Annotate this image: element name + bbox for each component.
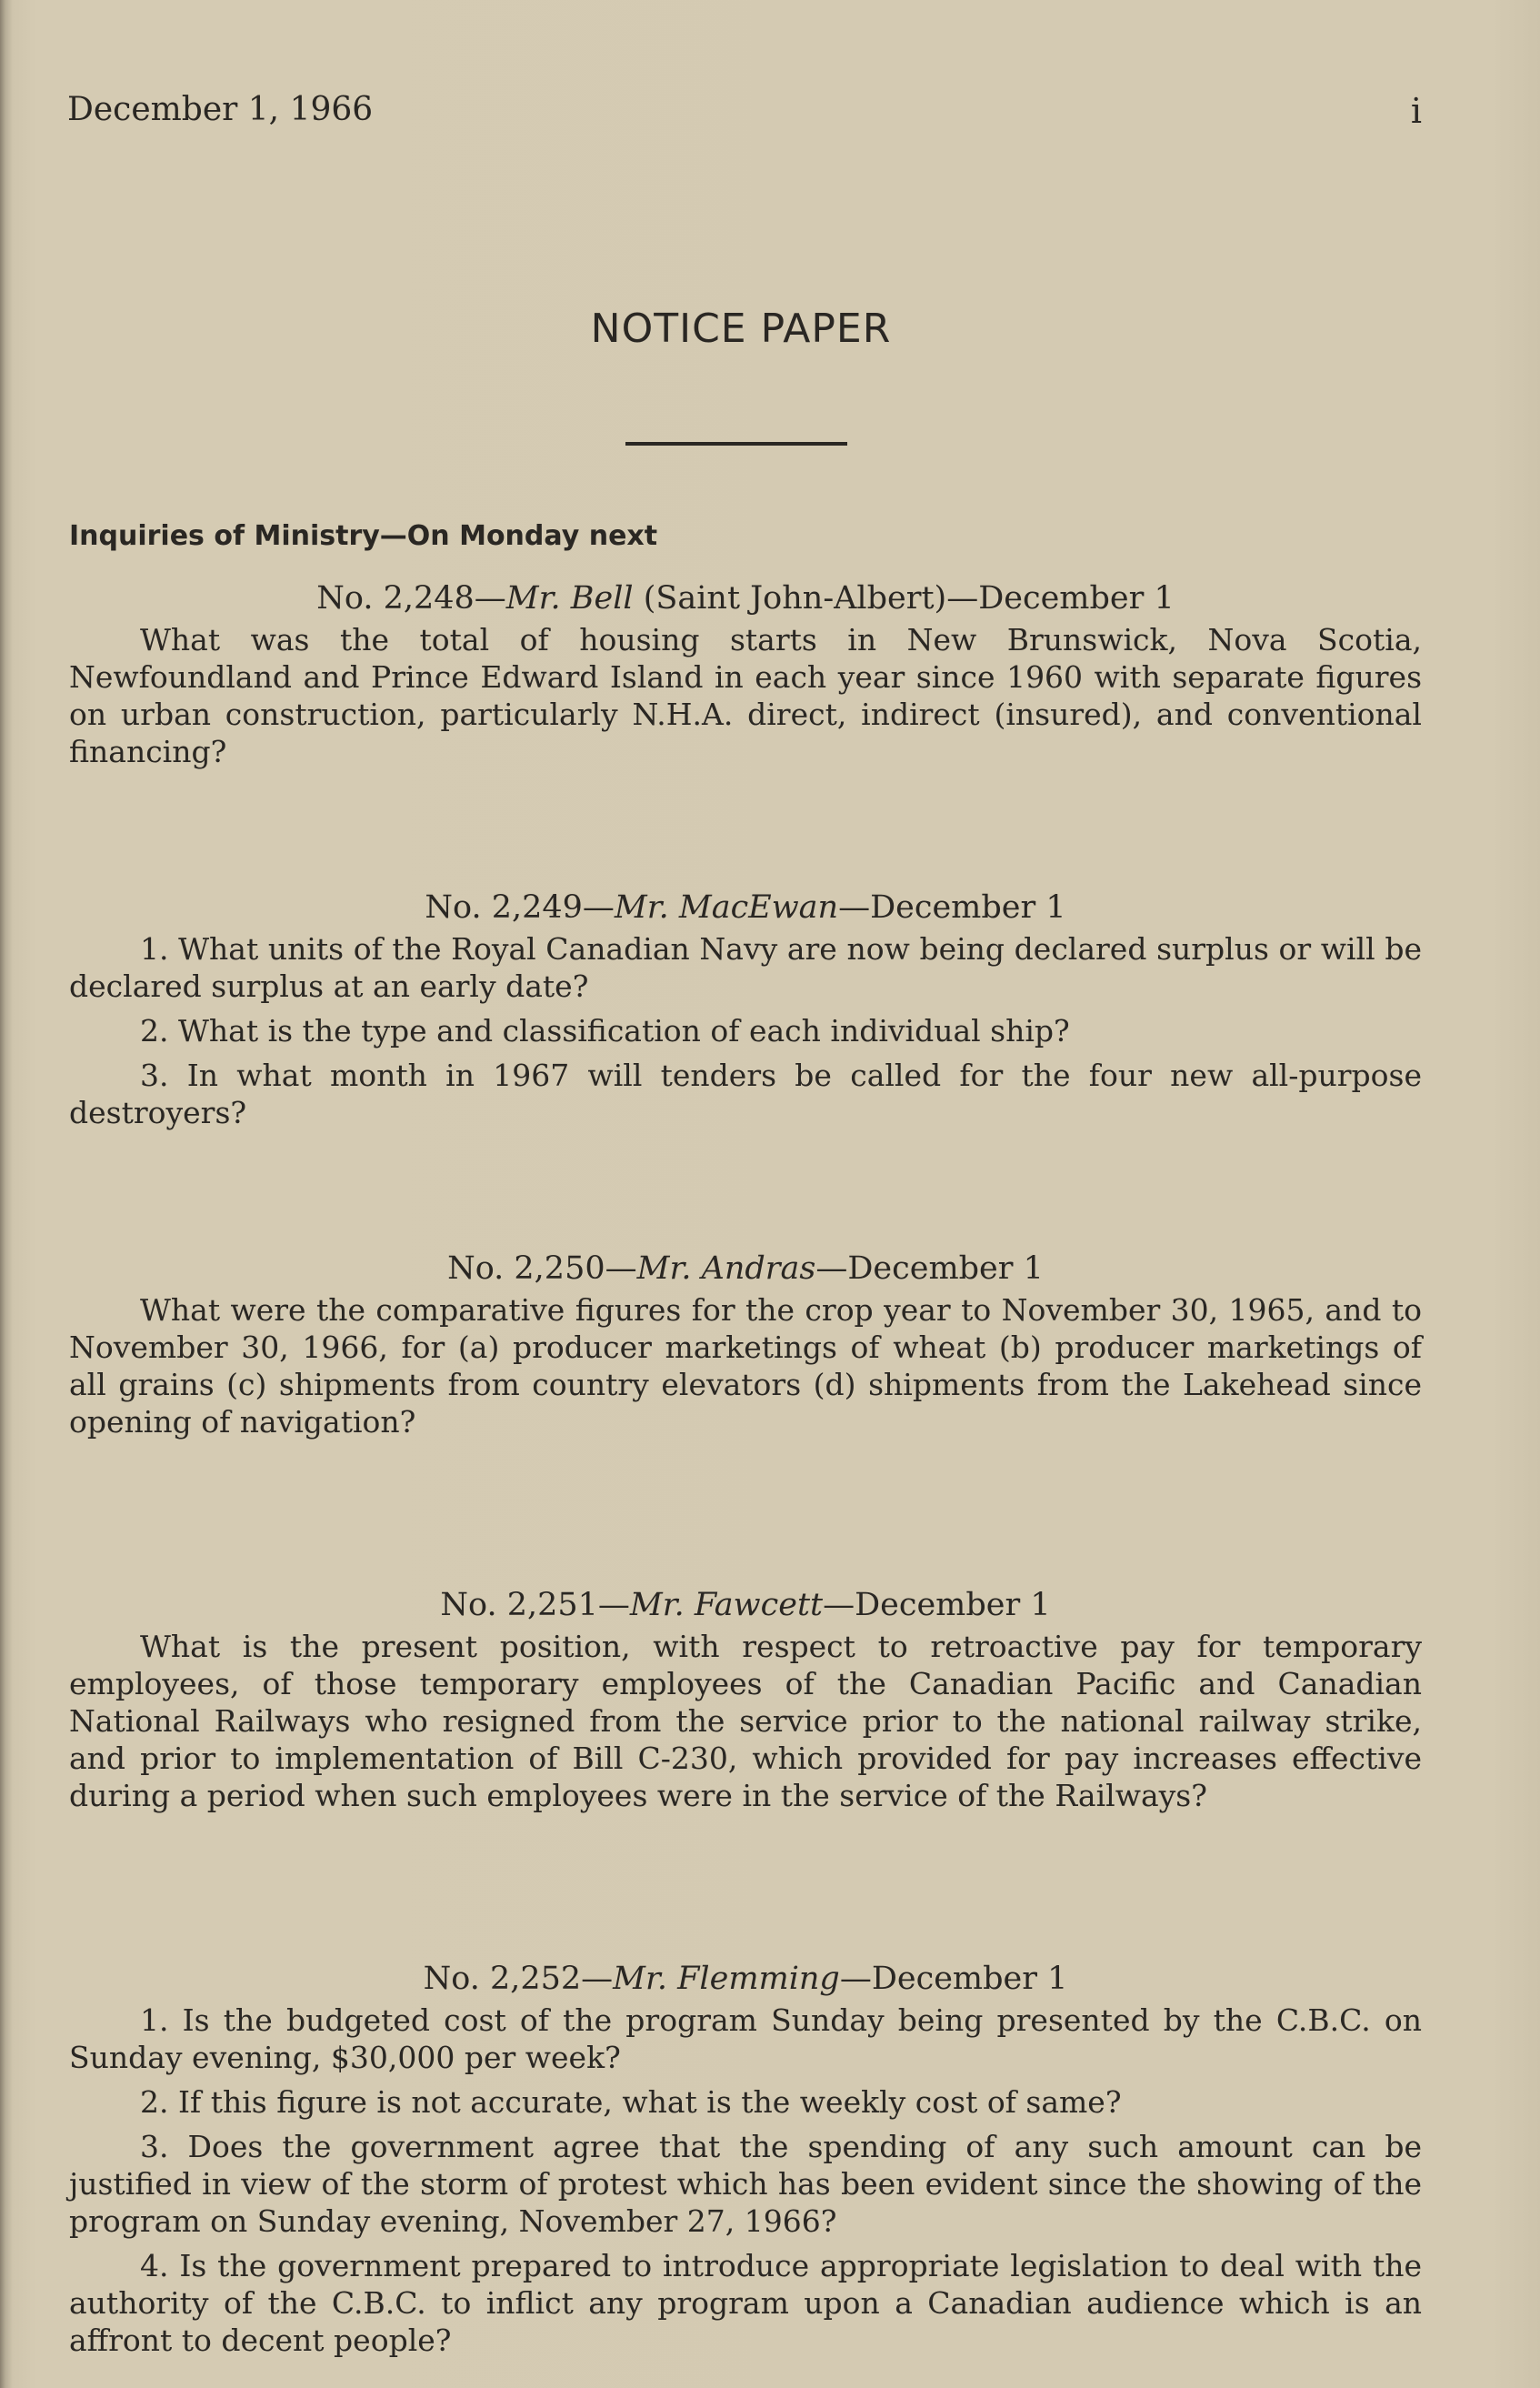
question-paragraph: 2. If this figure is not accurate, what is the weekly cost of same? <box>140 2084 1122 2120</box>
question-heading <box>69 887 1422 928</box>
question-heading <box>69 1584 1422 1626</box>
question-paragraph: 2. What is the type and classification of each individual ship? <box>140 1013 1070 1049</box>
question-riding: (Saint John-Albert) <box>633 580 947 617</box>
question-number: No. 2,249— <box>425 889 615 926</box>
question-heading <box>69 1958 1422 2000</box>
question-paragraph: 3. Does the government agree that the spending of any such amount can be justified in view of the storm of protest which has been evident since the showing of the program on Sunday evening, November 27, 1966? <box>69 2129 1422 2239</box>
question-number: No. 2,251— <box>440 1587 630 1623</box>
question-2250 <box>69 1248 1422 1440</box>
question-2252 <box>69 1958 1422 2359</box>
question-number: No. 2,248— <box>316 580 506 617</box>
question-paragraph: What was the total of housing starts in New Brunswick, Nova Scotia, Newfoundland and Prince Edward Island in each year since 1960 with separate figures on urban construction, particularly N.H.A. direct, indirect (insured), and conventional financing? <box>69 622 1422 769</box>
question-paragraph: What were the comparative figures for the crop year to November 30, 1965, and to November 30, 1966, for (a) producer marketings of wheat (b) producer marketings of all grains (c) shipments from country elevators (d) shipments from the Lakehead since opening of navigation? <box>69 1292 1422 1440</box>
page-number: i <box>1410 91 1422 131</box>
question-date: —December 1 <box>815 1250 1044 1287</box>
question-2248 <box>69 577 1422 770</box>
question-member: Mr. Andras <box>636 1250 816 1287</box>
page-title: NOTICE PAPER <box>590 306 892 352</box>
section-heading: Inquiries of Ministry—On Monday next <box>69 520 658 552</box>
notice-content <box>69 520 1422 2366</box>
question-heading <box>69 577 1422 619</box>
question-number: No. 2,252— <box>423 1961 614 1997</box>
question-paragraph: What is the present position, with respect to retroactive pay for temporary employees, of those temporary employees of the Canadian Pacific and Canadian National Railways who resigned from the service prior to the national railway strike, and prior to implementation of Bill C-230, which provided for pay increases effective during a period when such employees were in the service of the Railways? <box>69 1629 1422 1813</box>
title-rule <box>625 442 847 446</box>
question-paragraph: 1. What units of the Royal Canadian Navy are now being declared surplus or will be declared surplus at an early date? <box>69 931 1422 1004</box>
question-member: Mr. MacEwan <box>614 889 839 926</box>
question-2251 <box>69 1584 1422 1814</box>
page-header <box>67 91 1422 136</box>
header-date: December 1, 1966 <box>67 91 374 128</box>
question-date: —December 1 <box>839 1961 1068 1997</box>
question-member: Mr. Bell <box>505 580 634 617</box>
question-2249 <box>69 887 1422 1131</box>
question-date: —December 1 <box>823 1587 1051 1623</box>
question-paragraph: 4. Is the government prepared to introduce appropriate legislation to deal with the authority of the C.B.C. to inflict any program upon a Canadian audience which is an affront to decent people? <box>69 2248 1422 2358</box>
question-heading <box>69 1248 1422 1289</box>
question-paragraph: 1. Is the budgeted cost of the program Sunday being presented by the C.B.C. on Sunday evening, $30,000 per week? <box>69 2002 1422 2075</box>
question-number: No. 2,250— <box>447 1250 637 1287</box>
question-paragraph: 3. In what month in 1967 will tenders be called for the four new all-purpose destroyers? <box>69 1058 1422 1130</box>
question-date: —December 1 <box>946 580 1175 617</box>
question-date: —December 1 <box>838 889 1066 926</box>
question-member: Mr. Fawcett <box>629 1587 824 1623</box>
question-member: Mr. Flemming <box>613 1961 840 1997</box>
